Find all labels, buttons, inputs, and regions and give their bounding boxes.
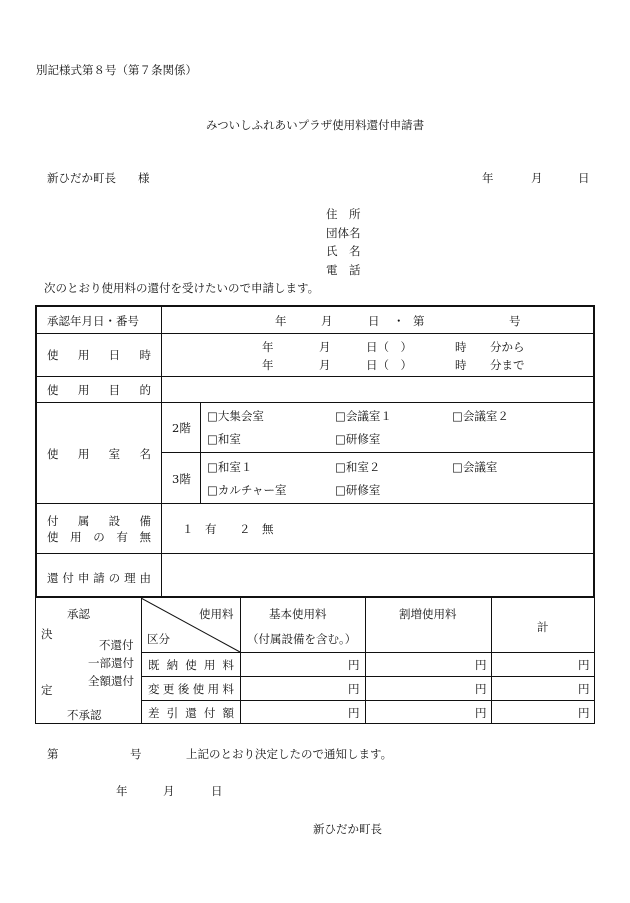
use-end-month: 月 xyxy=(319,358,331,372)
yen-r2-c1: 円 xyxy=(348,682,360,696)
header-date-month: 月 xyxy=(531,171,543,185)
status-partial-refund[interactable]: 一部還付 xyxy=(88,656,134,670)
yen-r1-c1: 円 xyxy=(348,658,360,672)
room-checkbox-daishukaishitsu[interactable]: □大集会室 xyxy=(207,409,264,423)
notice-signer: 新ひだか町長 xyxy=(313,822,382,836)
use-start-month: 月 xyxy=(319,340,331,354)
notice-go: 号 xyxy=(130,747,142,761)
notice-text: 上記のとおり決定したので通知します。 xyxy=(186,747,393,761)
decision-ketsu: 決 xyxy=(41,627,53,641)
status-not-approved[interactable]: 不承認 xyxy=(67,708,102,722)
approval-dot: ・ xyxy=(393,314,405,328)
header-date-day: 日 xyxy=(578,171,590,185)
room-checkbox-washitsu-2[interactable]: □和室２ xyxy=(335,460,381,474)
col-basic-fee: 基本使用料 xyxy=(269,607,327,621)
room-checkbox-kaigishitsu-3f[interactable]: □会議室 xyxy=(452,460,498,474)
use-start-year: 年 xyxy=(262,340,274,354)
use-datetime-label: 使用日時 xyxy=(47,348,151,362)
applicant-address-label: 住 所 xyxy=(326,207,361,221)
room-checkbox-kaigishitsu-2[interactable]: □会議室２ xyxy=(452,409,509,423)
approval-year: 年 xyxy=(275,314,287,328)
col-extra-fee: 割増使用料 xyxy=(399,607,457,621)
yen-r3-c2: 円 xyxy=(475,706,487,720)
room-checkbox-culture[interactable]: □カルチャー室 xyxy=(207,483,287,497)
purpose-label: 使用目的 xyxy=(47,383,151,397)
notice-date-day: 日 xyxy=(211,784,223,798)
room-checkbox-washitsu-1[interactable]: □和室１ xyxy=(207,460,253,474)
use-end-tail: 分まで xyxy=(490,358,525,372)
yen-r3-c3: 円 xyxy=(578,706,590,720)
equipment-label-1: 付属設備 xyxy=(47,514,151,528)
yen-r1-c3: 円 xyxy=(578,658,590,672)
yen-r1-c2: 円 xyxy=(475,658,487,672)
yen-r2-c3: 円 xyxy=(578,682,590,696)
use-end-year: 年 xyxy=(262,358,274,372)
status-approved[interactable]: 承認 xyxy=(67,607,90,621)
approval-label: 承認年月日・番号 xyxy=(47,314,139,328)
applicant-name-label: 氏 名 xyxy=(326,244,361,258)
use-start-tail: 分から xyxy=(490,340,525,354)
room-label: 使用室名 xyxy=(47,447,151,461)
equipment-label-2: 使用の有無 xyxy=(47,530,151,544)
col-basic-fee-note: （付属設備を含む。） xyxy=(247,632,357,646)
approval-day: 日 xyxy=(368,314,380,328)
header-date-year: 年 xyxy=(482,171,494,185)
form-reference: 別記様式第８号（第７条関係） xyxy=(36,63,197,77)
notice-dai: 第 xyxy=(47,747,59,761)
application-form-table xyxy=(35,305,595,598)
yen-r3-c1: 円 xyxy=(348,706,360,720)
room-checkbox-kenshushitsu-2f[interactable]: □研修室 xyxy=(335,432,381,446)
decision-tei: 定 xyxy=(41,683,53,697)
yen-r2-c2: 円 xyxy=(475,682,487,696)
addressee: 新ひだか町長 xyxy=(47,171,116,185)
fee-header: 使用料 xyxy=(199,607,234,621)
use-start-day: 日（ ） xyxy=(366,340,412,354)
room-checkbox-washitsu[interactable]: □和室 xyxy=(207,432,241,446)
approval-month: 月 xyxy=(321,314,333,328)
use-end-day: 日（ ） xyxy=(366,358,412,372)
reason-label: 還付申請の理由 xyxy=(47,571,151,585)
floor-3-label: 3階 xyxy=(172,472,191,486)
use-start-hour: 時 xyxy=(455,340,467,354)
page-title: みついしふれあいプラザ使用料還付申請書 xyxy=(205,118,425,132)
notice-date-year: 年 xyxy=(116,784,128,798)
decision-table xyxy=(35,598,595,724)
row-refund-amount: 差引還付額 xyxy=(148,706,234,720)
use-end-hour: 時 xyxy=(455,358,467,372)
notice-date-month: 月 xyxy=(163,784,175,798)
room-checkbox-kaigishitsu-1[interactable]: □会議室１ xyxy=(335,409,392,423)
applicant-group-label: 団体名 xyxy=(326,226,361,240)
approval-go: 号 xyxy=(509,314,521,328)
status-full-refund[interactable]: 全額還付 xyxy=(88,674,134,688)
kubun-header: 区分 xyxy=(147,632,170,646)
equipment-option-no[interactable]: ２ 無 xyxy=(239,522,274,536)
floor-2-label: 2階 xyxy=(172,421,191,435)
applicant-phone-label: 電 話 xyxy=(326,263,361,277)
row-paid-fee: 既納使用料 xyxy=(148,658,234,672)
approval-dai: 第 xyxy=(413,314,425,328)
equipment-option-yes[interactable]: １ 有 xyxy=(182,522,217,536)
status-no-refund[interactable]: 不還付 xyxy=(99,638,134,652)
row-changed-fee: 変更後使用料 xyxy=(148,682,234,696)
room-checkbox-kenshushitsu-3f[interactable]: □研修室 xyxy=(335,483,381,497)
addressee-honorific: 様 xyxy=(138,171,150,185)
col-total: 計 xyxy=(537,620,549,634)
intro-text: 次のとおり使用料の還付を受けたいので申請します。 xyxy=(44,281,320,295)
